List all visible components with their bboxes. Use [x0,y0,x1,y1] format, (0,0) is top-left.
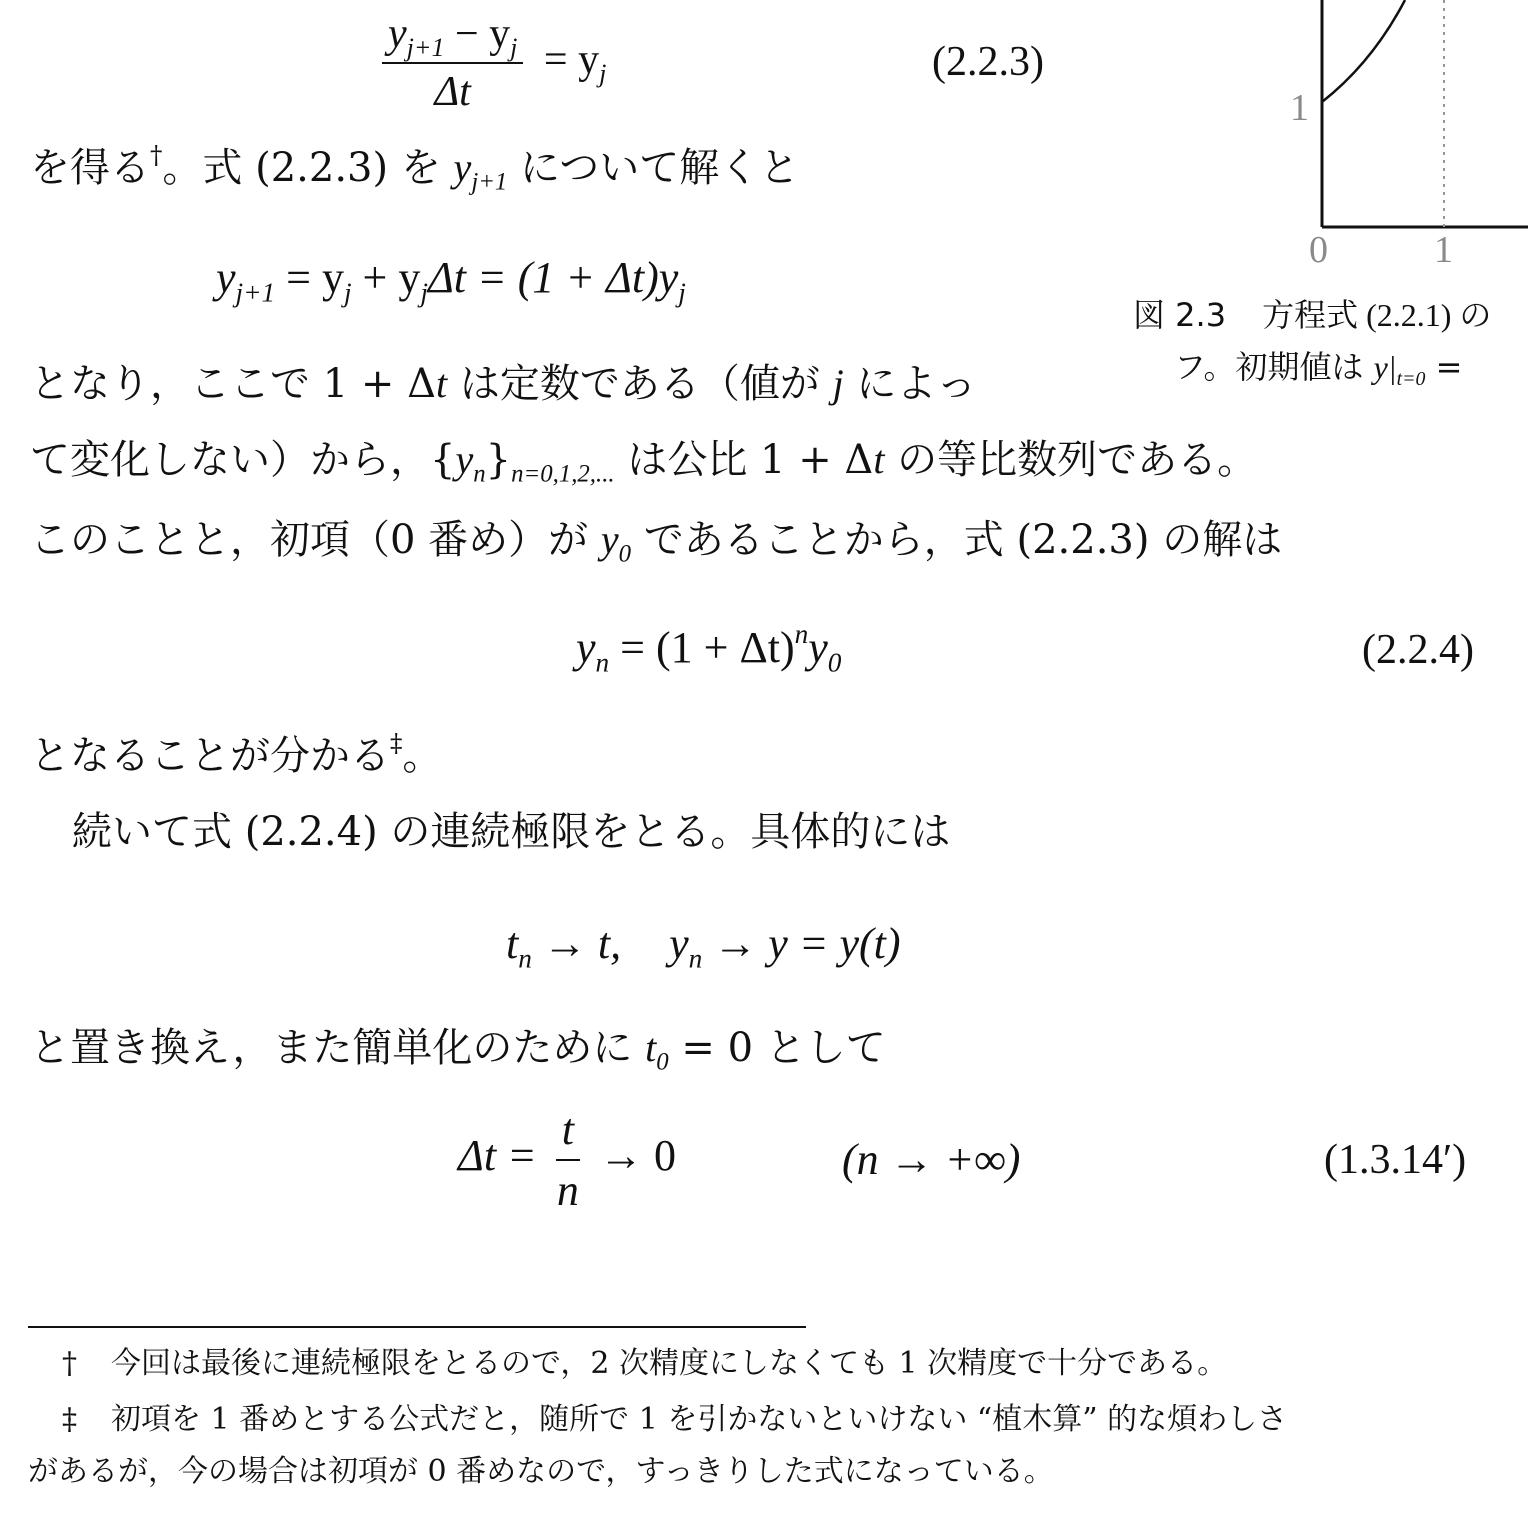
paragraph-line-6: 続いて式 (2.2.4) の連続極限をとる。具体的には [72,809,951,855]
double-dagger-footnote-mark[interactable]: ‡ [390,728,403,758]
equation-recurrence: $y_{j+1} = y_j + y_j\Delta t = (1 + \Delta t)y_j$ [216,253,686,308]
equation-limit: $t_n \to t$, $y_n \to y = y(t)$ [506,919,901,974]
footnote-double-dagger: ‡ 初項を 1 番めとする公式だと，随所で 1 を引かないといけない “植木算” 的な煩わしさ [62,1402,1288,1437]
y-tick-label-1: 1 [1290,87,1309,129]
paragraph-line-2: となり，ここで 1 + Δt は定数である（値が j によっ [30,361,977,407]
equation-number-1-3-14-prime: (1.3.14′) [1324,1137,1467,1183]
footnote-rule [28,1326,806,1328]
figure-caption-line-2: フ。初期値は $y|_{t=0}$ = [1174,348,1463,390]
x-tick-label-0: 0 [1309,229,1328,271]
equation-condition: (n → +∞) [842,1135,1021,1184]
equation-number-2-2-3: (2.2.3) [932,39,1044,85]
dagger-footnote-mark[interactable]: † [150,140,163,170]
footnote-mark: † [62,1346,77,1381]
fraction: $\frac{t}{n}$ [556,1105,579,1215]
paragraph-line-7: と置き換え，また簡単化のために $t_0 = 0$ として [30,1025,886,1076]
footnote-double-dagger-continued: があるが，今の場合は初項が 0 番めなので，すっきりした式になっている。 [28,1454,1054,1489]
footnote-dagger: † 今回は最後に連続極限をとるので，2 次精度にしなくても 1 次精度で十分である。 [62,1346,1228,1381]
equation-2-2-4: $y_n = (1 + \Delta t)^ny_0$ [576,618,842,678]
figure-label: 図 2.3 [1133,296,1227,334]
x-tick-label-1: 1 [1434,229,1453,271]
paragraph-line-1: を得る†。式 (2.2.3) を $y_{j+1}$ について解くと [30,140,800,196]
equation-1-3-14-prime: Δt = $\frac{t}{n}$ → 0 [458,1105,676,1215]
equation-2-2-3: $\frac{y_{j+1} - y_j}{\Delta t}$ = $y_j$ [382,10,606,116]
paragraph-line-3: て変化しない）から，$\{y_n\}_{n=0,1,2,...}$ は公比 1 + Δt の等比数列である。 [30,437,1258,488]
exponential-curve [1322,0,1405,102]
paragraph-line-5: となることが分かる‡。 [30,728,443,779]
fraction: $\frac{y_{j+1} - y_j}{\Delta t}$ [382,10,523,116]
figure-caption-line-1: 図 2.3 方程式 (2.2.1) の [1133,296,1492,334]
footnote-mark: ‡ [62,1402,77,1437]
equation-number-2-2-4: (2.2.4) [1362,627,1474,673]
paragraph-line-4: このことと，初項（0 番め）が $y_0$ であることから，式 (2.2.3) の解は [30,517,1283,568]
